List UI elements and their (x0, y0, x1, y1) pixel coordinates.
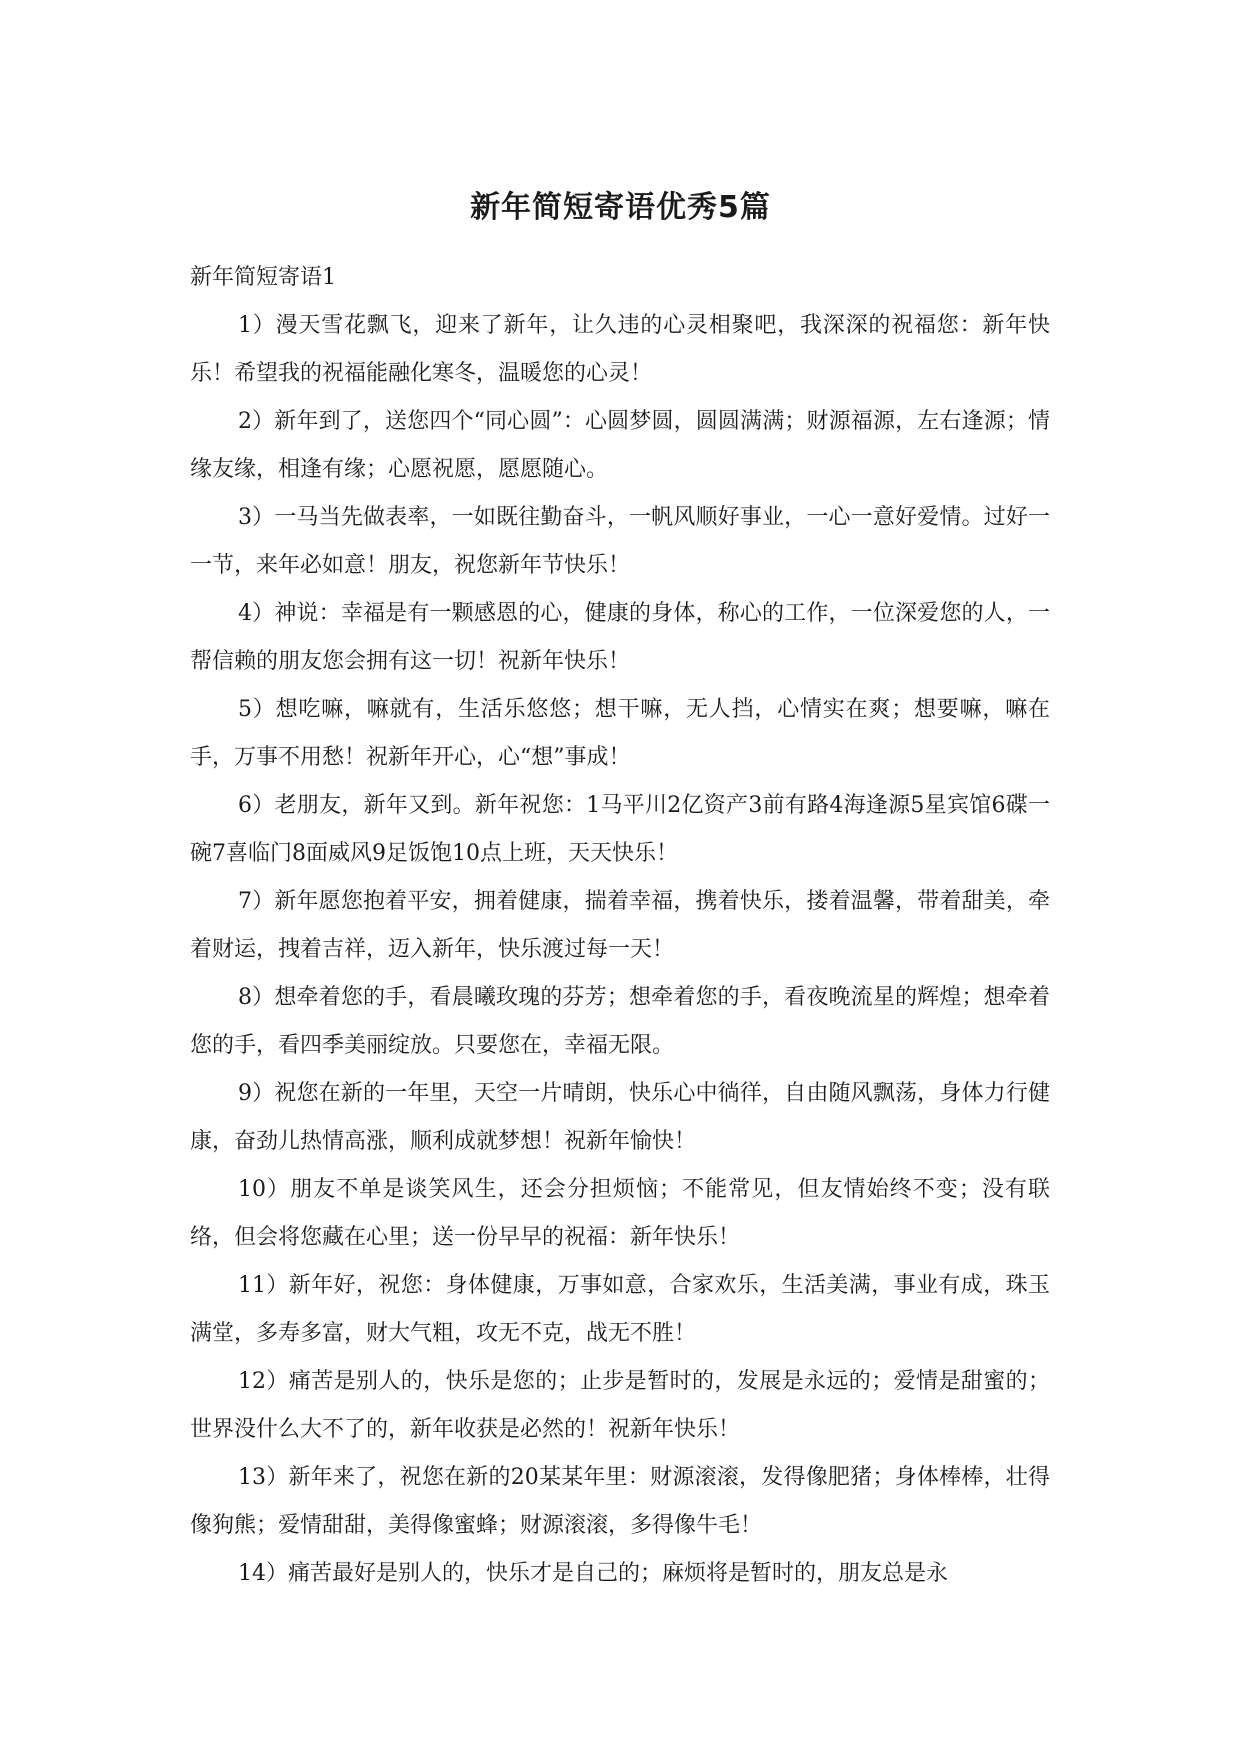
paragraph-6: 6）老朋友，新年又到。新年祝您：1马平川2亿资产3前有路4海逢源5星宾馆6碟一碗7喜临门8面威风9足饭饱10点上班，天天快乐！ (190, 793, 1050, 866)
paragraph-8: 8）想牵着您的手，看晨曦玫瑰的芬芳；想牵着您的手，看夜晚流星的辉煌；想牵着您的手，看四季美丽绽放。只要您在，幸福无限。 (190, 985, 1050, 1058)
paragraph-14: 14）痛苦最好是别人的，快乐才是自己的；麻烦将是暂时的，朋友总是永 (238, 1561, 948, 1586)
paragraph-12: 12）痛苦是别人的，快乐是您的；止步是暂时的，发展是永远的；爱情是甜蜜的；世界没什么大不了的，新年收获是必然的！祝新年快乐！ (190, 1369, 1050, 1442)
paragraph-10: 10）朋友不单是谈笑风生，还会分担烦恼；不能常见，但友情始终不变；没有联络，但会将您藏在心里；送一份早早的祝福：新年快乐！ (190, 1177, 1050, 1250)
section-heading: 新年简短寄语1 (190, 265, 336, 290)
document-title: 新年简短寄语优秀5篇 (470, 190, 771, 225)
paragraph-13: 13）新年来了，祝您在新的20某某年里：财源滚滚，发得像肥猪；身体棒棒，壮得像狗熊；爱情甜甜，美得像蜜蜂；财源滚滚，多得像牛毛！ (190, 1465, 1050, 1538)
paragraph-3: 3）一马当先做表率，一如既往勤奋斗，一帆风顺好事业，一心一意好爱情。过好一一节，来年必如意！朋友，祝您新年节快乐！ (190, 505, 1050, 578)
document-body (190, 254, 1050, 1598)
paragraph-11: 11）新年好，祝您：身体健康，万事如意，合家欢乐，生活美满，事业有成，珠玉满堂，多寿多富，财大气粗，攻无不克，战无不胜！ (190, 1273, 1050, 1346)
paragraph-5: 5）想吃嘛，嘛就有，生活乐悠悠；想干嘛，无人挡，心情实在爽；想要嘛，嘛在手，万事不用愁！祝新年开心，心“想”事成！ (190, 697, 1050, 770)
paragraph-7: 7）新年愿您抱着平安，拥着健康，揣着幸福，携着快乐，搂着温馨，带着甜美，牵着财运，拽着吉祥，迈入新年，快乐渡过每一天！ (190, 889, 1050, 962)
paragraph-2: 2）新年到了，送您四个“同心圆”：心圆梦圆，圆圆满满；财源福源，左右逢源；情缘友缘，相逢有缘；心愿祝愿，愿愿随心。 (190, 409, 1050, 482)
paragraph-4: 4）神说：幸福是有一颗感恩的心，健康的身体，称心的工作，一位深爱您的人，一帮信赖的朋友您会拥有这一切！祝新年快乐！ (190, 601, 1050, 674)
paragraph-9: 9）祝您在新的一年里，天空一片晴朗，快乐心中徜徉，自由随风飘荡，身体力行健康，奋劲儿热情高涨，顺利成就梦想！祝新年愉快！ (190, 1081, 1050, 1154)
paragraph-1: 1）漫天雪花飘飞，迎来了新年，让久违的心灵相聚吧，我深深的祝福您：新年快乐！希望我的祝福能融化寒冬，温暖您的心灵！ (190, 313, 1050, 386)
